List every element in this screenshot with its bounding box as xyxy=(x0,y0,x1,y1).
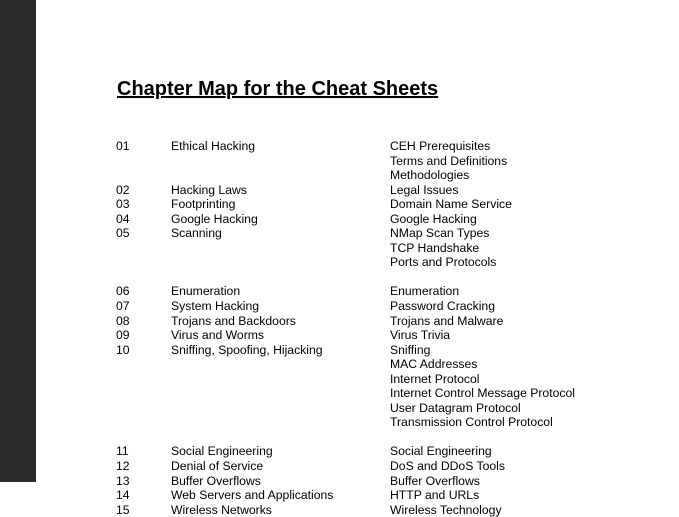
chapter-name: Google Hacking xyxy=(171,211,258,226)
chapter-number: 14 xyxy=(116,488,130,503)
topic-name: Transmission Control Protocol xyxy=(390,415,553,430)
topic-name: CEH Prerequisites xyxy=(390,139,491,153)
table-row xyxy=(116,154,676,169)
topic-name: Password Cracking xyxy=(390,299,495,314)
table-row xyxy=(116,372,676,387)
topic-name: Domain Name Service xyxy=(390,197,512,212)
chapter-name: Trojans and Backdoors xyxy=(171,313,296,328)
table-row xyxy=(116,386,676,401)
row-spacer xyxy=(116,430,676,445)
topic-name: Methodologies xyxy=(390,168,470,183)
chapter-name: Buffer Overflows xyxy=(171,473,261,488)
chapter-number: 09 xyxy=(116,328,130,343)
chapter-number: 13 xyxy=(116,473,130,488)
left-dark-margin xyxy=(0,0,36,482)
table-row xyxy=(116,255,676,270)
chapter-name: Web Servers and Applications xyxy=(171,488,334,503)
table-row xyxy=(116,357,676,372)
chapter-number: 04 xyxy=(116,211,130,226)
chapter-name: Wireless Networks xyxy=(171,502,272,517)
page-title: Chapter Map for the Cheat Sheets xyxy=(117,78,439,100)
table-row xyxy=(116,197,676,212)
table-row xyxy=(116,328,676,343)
topic-name: Internet Control Message Protocol xyxy=(390,386,575,401)
topic-name: TCP Handshake xyxy=(390,240,480,255)
table-row xyxy=(116,168,676,183)
chapter-number: 11 xyxy=(116,444,129,459)
chapter-name: Ethical Hacking xyxy=(171,139,255,153)
chapter-name: Enumeration xyxy=(171,284,241,299)
table-row xyxy=(116,139,676,154)
chapter-number: 10 xyxy=(116,342,130,357)
topic-name: DoS and DDoS Tools xyxy=(390,459,505,474)
topic-name: Legal Issues xyxy=(390,182,459,197)
topic-name: Trojans and Malware xyxy=(390,313,504,328)
chapter-number: 07 xyxy=(116,299,130,314)
chapter-name: Virus and Worms xyxy=(171,328,265,343)
topic-name: HTTP and URLs xyxy=(390,488,480,503)
chapter-name: Social Engineering xyxy=(171,444,273,459)
table-row xyxy=(116,488,676,503)
chapter-number: 08 xyxy=(116,313,130,328)
chapter-number: 01 xyxy=(116,139,130,153)
chapter-name: Hacking Laws xyxy=(171,182,247,197)
topic-name: MAC Addresses xyxy=(390,357,478,372)
table-row xyxy=(116,444,676,459)
chapter-number: 06 xyxy=(116,284,130,299)
topic-name: Virus Trivia xyxy=(390,328,451,343)
table-row xyxy=(116,415,676,430)
topic-name: Ports and Protocols xyxy=(390,255,497,270)
table-row xyxy=(116,459,676,474)
chapter-name: Footprinting xyxy=(171,197,236,212)
chapter-number: 02 xyxy=(116,182,130,197)
table-row xyxy=(116,401,676,416)
chapter-number: 15 xyxy=(116,502,130,517)
row-spacer xyxy=(116,270,676,285)
table-row xyxy=(116,503,676,517)
chapter-number: 03 xyxy=(116,197,130,212)
topic-name: Terms and Definitions xyxy=(390,153,508,168)
table-row xyxy=(116,212,676,227)
table-row xyxy=(116,314,676,329)
topic-name: User Datagram Protocol xyxy=(390,400,521,415)
topic-name: NMap Scan Types xyxy=(390,226,490,241)
topic-name: Internet Protocol xyxy=(390,371,480,386)
table-row xyxy=(116,299,676,314)
topic-name: Google Hacking xyxy=(390,211,477,226)
topic-name: Sniffing xyxy=(390,342,431,357)
chapter-number: 05 xyxy=(116,226,130,241)
chapter-name: Scanning xyxy=(171,226,222,241)
chapter-map-table xyxy=(116,139,676,517)
table-row xyxy=(116,183,676,198)
topic-name: Social Engineering xyxy=(390,444,492,459)
topic-name: Buffer Overflows xyxy=(390,473,480,488)
chapter-number: 12 xyxy=(116,459,130,474)
table-row xyxy=(116,241,676,256)
chapter-name: Sniffing, Spoofing, Hijacking xyxy=(171,342,323,357)
topic-name: Enumeration xyxy=(390,284,460,299)
chapter-name: Denial of Service xyxy=(171,459,264,474)
table-row xyxy=(116,226,676,241)
table-row xyxy=(116,474,676,489)
topic-name: Wireless Technology xyxy=(390,502,502,517)
table-row xyxy=(116,284,676,299)
chapter-name: System Hacking xyxy=(171,299,260,314)
table-row xyxy=(116,343,676,358)
